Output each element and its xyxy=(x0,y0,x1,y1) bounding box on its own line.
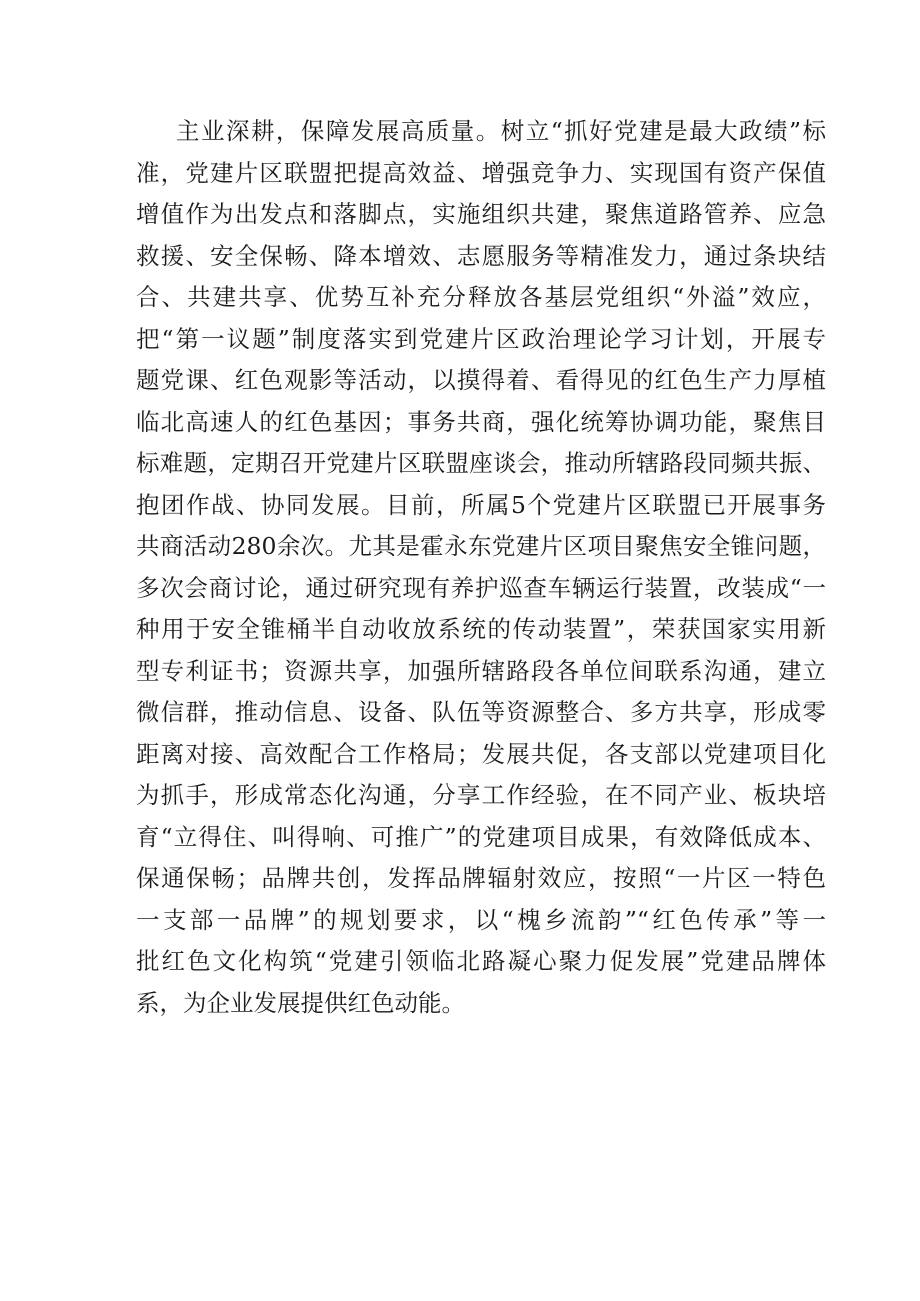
paragraph-line: 主业深耕，保障发展高质量。树立“抓好党建是最大政绩”标 xyxy=(176,117,826,145)
paragraph-line: 种用于安全锥桶半自动收放系统的传动装置”，荣获国家实用新 xyxy=(136,615,826,643)
paragraph-line: 为抓手，形成常态化沟通，分享工作经验，在不同产业、板块培 xyxy=(136,781,826,809)
paragraph-line: 标难题，定期召开党建片区联盟座谈会，推动所辖路段同频共振、 xyxy=(136,449,826,477)
paragraph-line: 育“立得住、叫得响、可推广”的党建项目成果，有效降低成本、 xyxy=(136,822,826,851)
paragraph-line: 一支部一品牌”的规划要求，以“槐乡流韵”“红色传承”等一 xyxy=(136,905,826,934)
paragraph-line: 保通保畅；品牌共创，发挥品牌辐射效应，按照“一片区一特色 xyxy=(136,864,826,892)
paragraph-line: 距离对接、高效配合工作格局；发展共促，各支部以党建项目化 xyxy=(136,739,826,768)
paragraph-line: 准，党建片区联盟把提高效益、增强竞争力、实现国有资产保值 xyxy=(136,158,826,187)
paragraph-line: 批红色文化构筑“党建引领临北路凝心聚力促发展”党建品牌体 xyxy=(136,947,826,975)
paragraph-line: 微信群，推动信息、设备、队伍等资源整合、多方共享，形成零 xyxy=(136,698,826,726)
paragraph-line: 把“第一议题”制度落实到党建片区政治理论学习计划，开展专 xyxy=(136,324,826,353)
paragraph-line: 型专利证书；资源共享，加强所辖路段各单位间联系沟通，建立 xyxy=(136,656,826,685)
body-paragraph xyxy=(136,111,826,1024)
paragraph-line: 临北高速人的红色基因；事务共商，强化统筹协调功能，聚焦目 xyxy=(136,407,826,436)
paragraph-line: 救援、安全保畅、降本增效、志愿服务等精准发力，通过条块结 xyxy=(136,241,826,270)
paragraph-line: 合、共建共享、优势互补充分释放各基层党组织“外溢”效应， xyxy=(136,283,826,311)
paragraph-line-last: 系，为企业发展提供红色动能。 xyxy=(136,988,465,1017)
paragraph-line: 增值作为出发点和落脚点，实施组织共建，聚焦道路管养、应急 xyxy=(136,200,826,228)
paragraph-line: 抱团作战、协同发展。目前，所属5个党建片区联盟已开展事务 xyxy=(136,490,826,519)
paragraph-line: 共商活动280余次。尤其是霍永东党建片区项目聚焦安全锥问题， xyxy=(136,532,826,560)
paragraph-line: 题党课、红色观影等活动，以摸得着、看得见的红色生产力厚植 xyxy=(136,366,826,394)
paragraph-line: 多次会商讨论，通过研究现有养护巡查车辆运行装置，改装成“一 xyxy=(136,573,826,602)
